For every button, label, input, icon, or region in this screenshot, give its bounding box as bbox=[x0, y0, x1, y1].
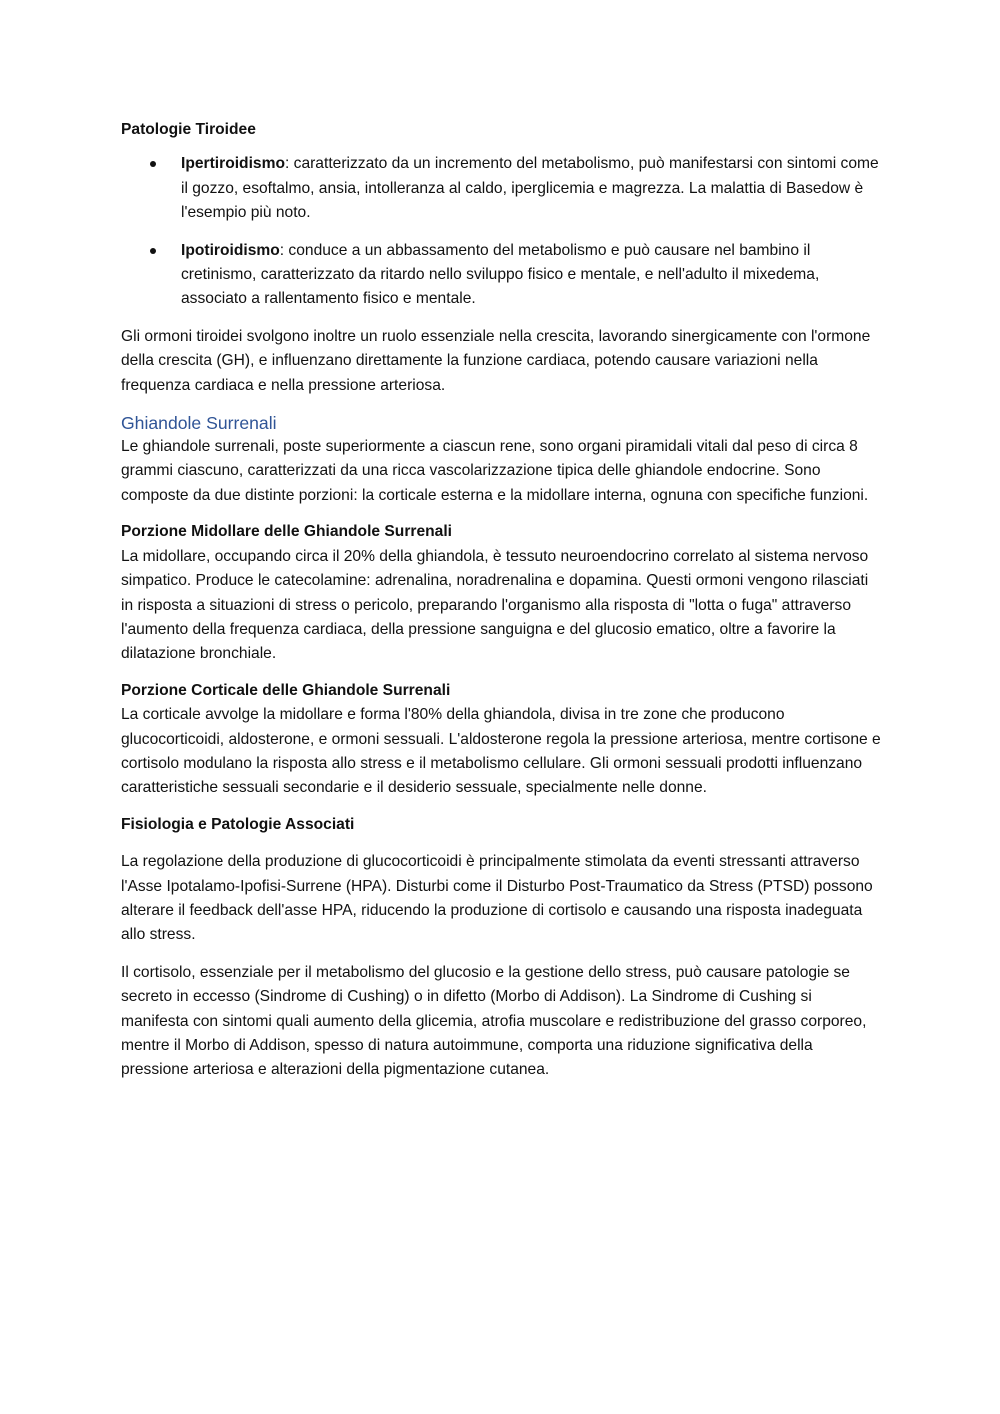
paragraph-cortisolo: Il cortisolo, essenziale per il metabolismo del glucosio e la gestione dello stress, può causare patologie se secreto in eccesso (Sindrome di Cushing) o in difetto (Morbo di Addison). La Sindrome di Cushing si manifesta con sintomi quali aumento della glicemia, atrofia muscolare e redistribuzione del grasso corporeo, mentre il Morbo di Addison, spesso di natura autoimmune, comporta una riduzione significativa della pressione arteriosa e alterazioni della pigmentazione cutanea. bbox=[121, 963, 867, 1079]
list-item-ipotiroidismo bbox=[121, 239, 881, 312]
bullet-icon bbox=[150, 248, 156, 254]
heading-ghiandole-surrenali: Ghiandole Surrenali bbox=[121, 413, 277, 434]
term-ipotiroidismo: Ipotiroidismo bbox=[181, 241, 280, 259]
paragraph-porzione-corticale: La corticale avvolge la midollare e forma l'80% della ghiandola, divisa in tre zone che producono glucocorticoidi, aldosterone, e ormoni sessuali. L'aldosterone regola la pressione arteriosa, mentre cortisone e cortisolo modulano la risposta allo stress e il metabolismo cellulare. Gli ormoni sessuali prodotti influenzano caratteristiche sessuali secondarie e il desiderio sessuale, specialmente nelle donne. bbox=[121, 706, 881, 797]
thyroid-pathologies-list bbox=[121, 152, 881, 311]
heading-porzione-midollare: Porzione Midollare delle Ghiandole Surrenali bbox=[121, 523, 453, 541]
heading-porzione-corticale: Porzione Corticale delle Ghiandole Surrenali bbox=[121, 681, 451, 699]
term-ipertiroidismo: Ipertiroidismo bbox=[181, 155, 285, 173]
list-item-ipertiroidismo bbox=[121, 152, 881, 225]
paragraph-porzione-midollare: La midollare, occupando circa il 20% della ghiandola, è tessuto neuroendocrino correlato al sistema nervoso simpatico. Produce le catecolamine: adrenalina, noradrenalina e dopamina. Questi ormoni vengono rilasciati in risposta a situazioni di stress o pericolo, preparando l'organismo alla risposta di "lotta o fuga" attraverso l'aumento della frequenza cardiaca, della pressione sanguigna e del glucosio ematico, oltre a favorire la dilatazione bronchiale. bbox=[121, 547, 869, 663]
description-ipertiroidismo: : caratterizzato da un incremento del metabolismo, può manifestarsi con sintomi come il gozzo, esoftalmo, ansia, intolleranza al caldo, iperglicemia e magrezza. La malattia di Basedow è l'esempio più noto. bbox=[181, 155, 879, 222]
document-page bbox=[121, 118, 881, 1083]
paragraph-ormoni-tiroidei: Gli ormoni tiroidei svolgono inoltre un ruolo essenziale nella crescita, lavorando sinergicamente con l'ormone della crescita (GH), e influenzano direttamente la funzione cardiaca, potendo causare variazioni nella frequenza cardiaca e nella pressione arteriosa. bbox=[121, 327, 871, 394]
paragraph-ghiandole-surrenali: Le ghiandole surrenali, poste superiormente a ciascun rene, sono organi piramidali vitali dal peso di circa 8 grammi ciascuno, caratterizzati da una ricca vascolarizzazione tipica delle ghiandole endocrine. Sono composte da due distinte porzioni: la corticale esterna e la midollare interna, ognuna con specifiche funzioni. bbox=[121, 438, 869, 504]
heading-patologie-tiroidee: Patologie Tiroidee bbox=[121, 121, 256, 138]
bullet-icon bbox=[150, 161, 156, 167]
description-ipotiroidismo: : conduce a un abbassamento del metabolismo e può causare nel bambino il cretinismo, caratterizzato da ritardo nello sviluppo fisico e mentale, e nell'adulto il mixedema, associato a rallentamento fisico e mentale. bbox=[181, 241, 820, 308]
heading-fisiologia-patologie: Fisiologia e Patologie Associati bbox=[121, 815, 355, 833]
paragraph-regolazione-glucocorticoidi: La regolazione della produzione di glucocorticoidi è principalmente stimolata da eventi stressanti attraverso l'Asse Ipotalamo-Ipofisi-Surrene (HPA). Disturbi come il Disturbo Post-Traumatico da Stress (PTSD) possono alterare il feedback dell'asse HPA, riducendo la produzione di cortisolo e causando una risposta inadeguata allo stress. bbox=[121, 853, 873, 944]
